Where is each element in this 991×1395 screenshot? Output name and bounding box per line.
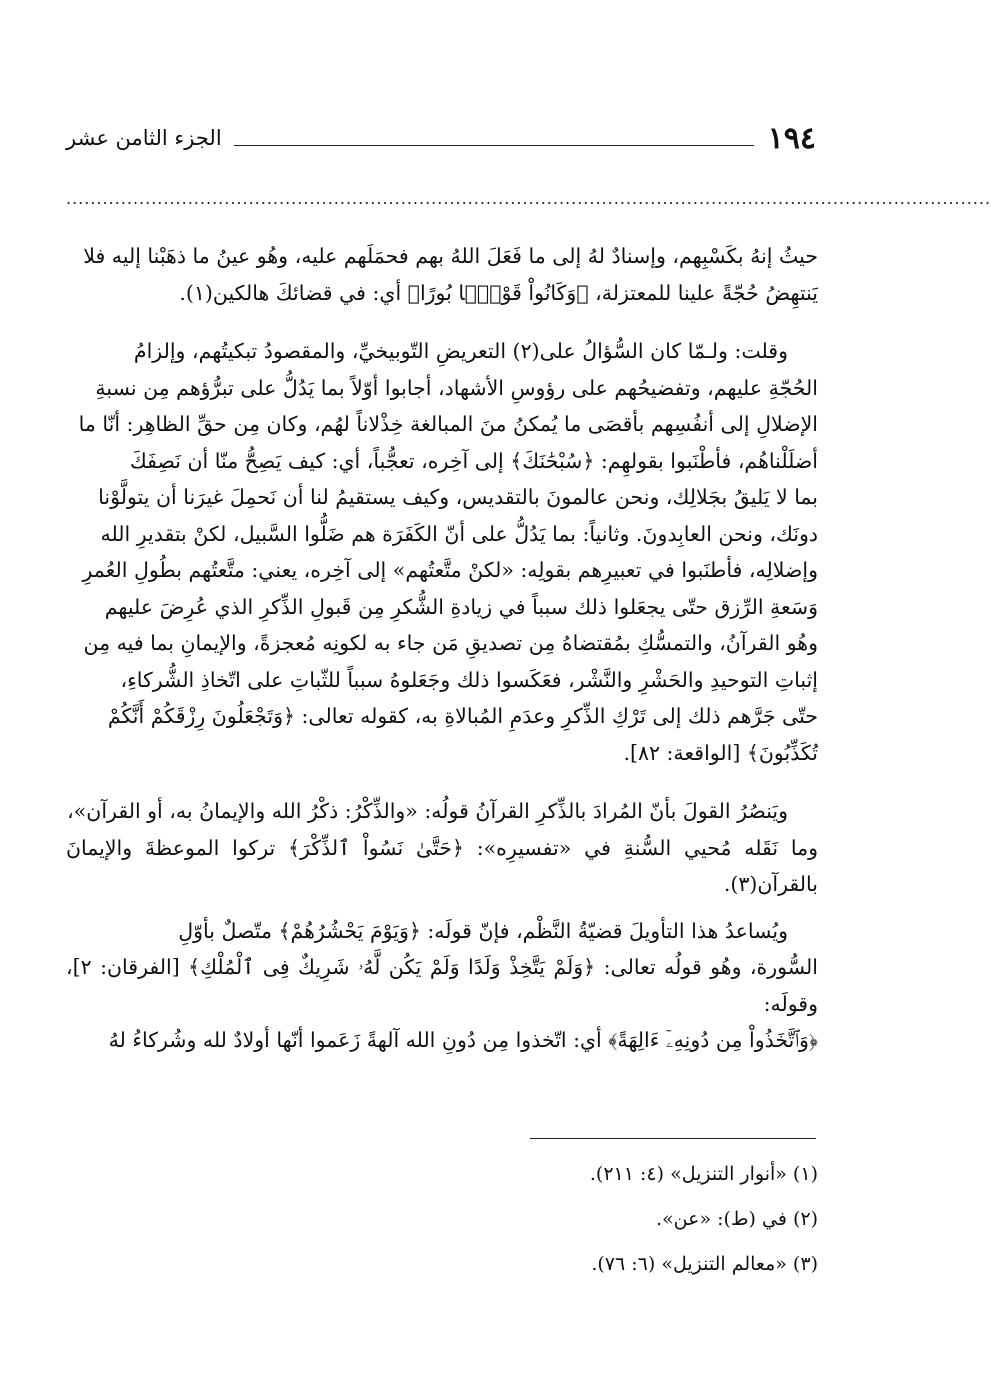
text-line: ويَنصُرُ القولَ بأنّ المُرادَ بالذِّكرِ القرآنُ قولُه: «والذِّكْرُ: ذكْرُ الله والإيمانُ به، أو القرآن»،: [67, 799, 788, 823]
text-line: حيثُ إنهُ بكَسْبِهم، وإسنادٌ لهُ إلى ما فَعَلَ اللهُ بهم فحمَلَهم عليه، وهُو عينُ ما ذهَبْنا إليه فلا: [83, 244, 818, 268]
text-line: وما نَقَله مُحيي السُّنةِ في «تفسيرِه»: ﴿حَتَّىٰ نَسُواْ ٱلذِّكْرَ﴾ تركوا الموعظةَ والإيمانَ بالقرآن(٣).: [66, 835, 818, 896]
text-line: الحُجّةِ عليهم، وتفضيحُهم على رؤوسِ الأشهاد، أجابوا أوّلاً بما يَدُلُّ على تبرُّؤهم مِن نسبةِ: [95, 375, 818, 400]
header-rule: [234, 145, 754, 146]
page-number: ١٩٤: [767, 120, 816, 156]
dotted-separator: ........................................................................................................................................................: [66, 189, 991, 208]
page-header: [66, 116, 816, 160]
footnote: (٢) في (ط): «عن».: [656, 1208, 818, 1230]
paragraph: [66, 238, 818, 311]
text-line: وهُو القرآنُ، والتمسُّكِ بمُقتضاهُ مِن تصديقِ مَن جاء به لكونِه مُعجزةً، والإيمانِ بما فيه مِن: [83, 631, 818, 655]
text-line: بما لا يَليقُ بجَلالِك، ونحن عالمونَ بالتقديس، وكيف يستقيمُ لنا أن نَحمِلَ غيرَنا أن يتولَّوْنا: [98, 485, 818, 509]
text-line: أضلَلْناهُم، فأطْنَبوا بقولهِم: ﴿سُبْحَٰنَكَ﴾ إلى آخِره، تعجُّباً، أي: كيف يَصِحُّ منّا أن نَصِفَكَ: [129, 448, 818, 473]
body-text: [66, 238, 818, 1059]
paragraph: [66, 913, 818, 1059]
text-line: وَسَعةِ الرِّزق حتّى يجعَلوا ذلك سبباً في زيادةِ الشُّكرِ مِن قَبولِ الذِّكرِ الذي عُرِضَ عليهم: [104, 594, 818, 619]
text-line: حتّى جَرَّهم ذلك إلى تَرْكِ الذِّكرِ وعدَمِ المُبالاةِ به، كقوله تعالى: ﴿وَتَجْعَلُونَ رِزْقَكُمْ أَنَّكُمْ: [107, 704, 818, 728]
text-line: إثباتِ التوحيدِ والحَشْرِ والنَّشْر، فعَكَسوا ذلك وجَعَلوهُ سبباً للثّباتِ على اتّخاذِ الشُّركاءِ،: [120, 667, 818, 692]
text-line: دونَك، ونحن العابِدونَ. وثانياً: بما يَدُلُّ على أنّ الكَفَرَة هم ضَلُّوا السَّبيل، لكنْ بتقديرِ الله: [100, 521, 818, 546]
paragraph: [66, 333, 818, 771]
footnote: (١) «أنوار التنزيل» (٤: ٢١١).: [589, 1163, 818, 1185]
footnote: (٣) «معالم التنزيل» (٦: ٧٦).: [591, 1253, 818, 1275]
footnote-rule: [530, 1138, 816, 1139]
text-line: وقلت: ولـمّا كان السُّؤالُ على(٢) التعريضِ التّوبيخيِّ، والمقصودُ تبكيتُهم، وإلزامُ: [133, 339, 788, 363]
text-line: وإضلالِه، فأطنَبوا في تعبيرِهم بقولِه: «لكنْ متَّعتُهم» إلى آخِره، يعني: متَّعتُهم بطُولِ العُمرِ: [82, 558, 818, 582]
text-line: تُكَذِّبُونَ﴾ [الواقعة: ٨٢].: [623, 740, 818, 765]
text-line: ويُساعدُ هذا التأويلَ قضيّةُ النَّظْم، فإنّ قولَه: ﴿وَيَوْمَ يَحْشُرُهُمْ﴾ متّصلٌ بأوّلِ: [178, 918, 788, 943]
text-line: يَنتهِضُ حُجّةً علينا للمعتزلة، ﴿وَكَانُواْ قَوْمَۢا بُورًا﴾ أي: في قضائكَ هالكين(١).: [179, 280, 818, 305]
running-title: الجزء الثامن عشر: [66, 126, 222, 150]
text-line: السُّورة، وهُو قولُه تعالى: ﴿وَلَمْ يَتَّخِذْ وَلَدًا وَلَمْ يَكُن لَّهُۥ شَرِيكٌ فِى ٱلْمُلْكِ﴾ [الفرقان: ٢]، وقولَه:: [66, 955, 818, 1016]
text-line: الإضلالِ إلى أنفُسِهم بأقصَى ما يُمكنُ منَ المبالغة خِذْلاناً لهُم، وكان مِن حقِّ الظاهِر: أنّا ما: [78, 412, 818, 436]
text-line: ﴿وَٱتَّخَذُواْ مِن دُونِهِۦٓ ءَالِهَةً﴾ أي: اتّخذوا مِن دُونِ الله آلهةً زَعَموا أنّها أولادٌ لله وشُركاءُ لهُ: [108, 1028, 818, 1052]
paragraph: [66, 793, 818, 903]
footnotes: [66, 1162, 818, 1297]
